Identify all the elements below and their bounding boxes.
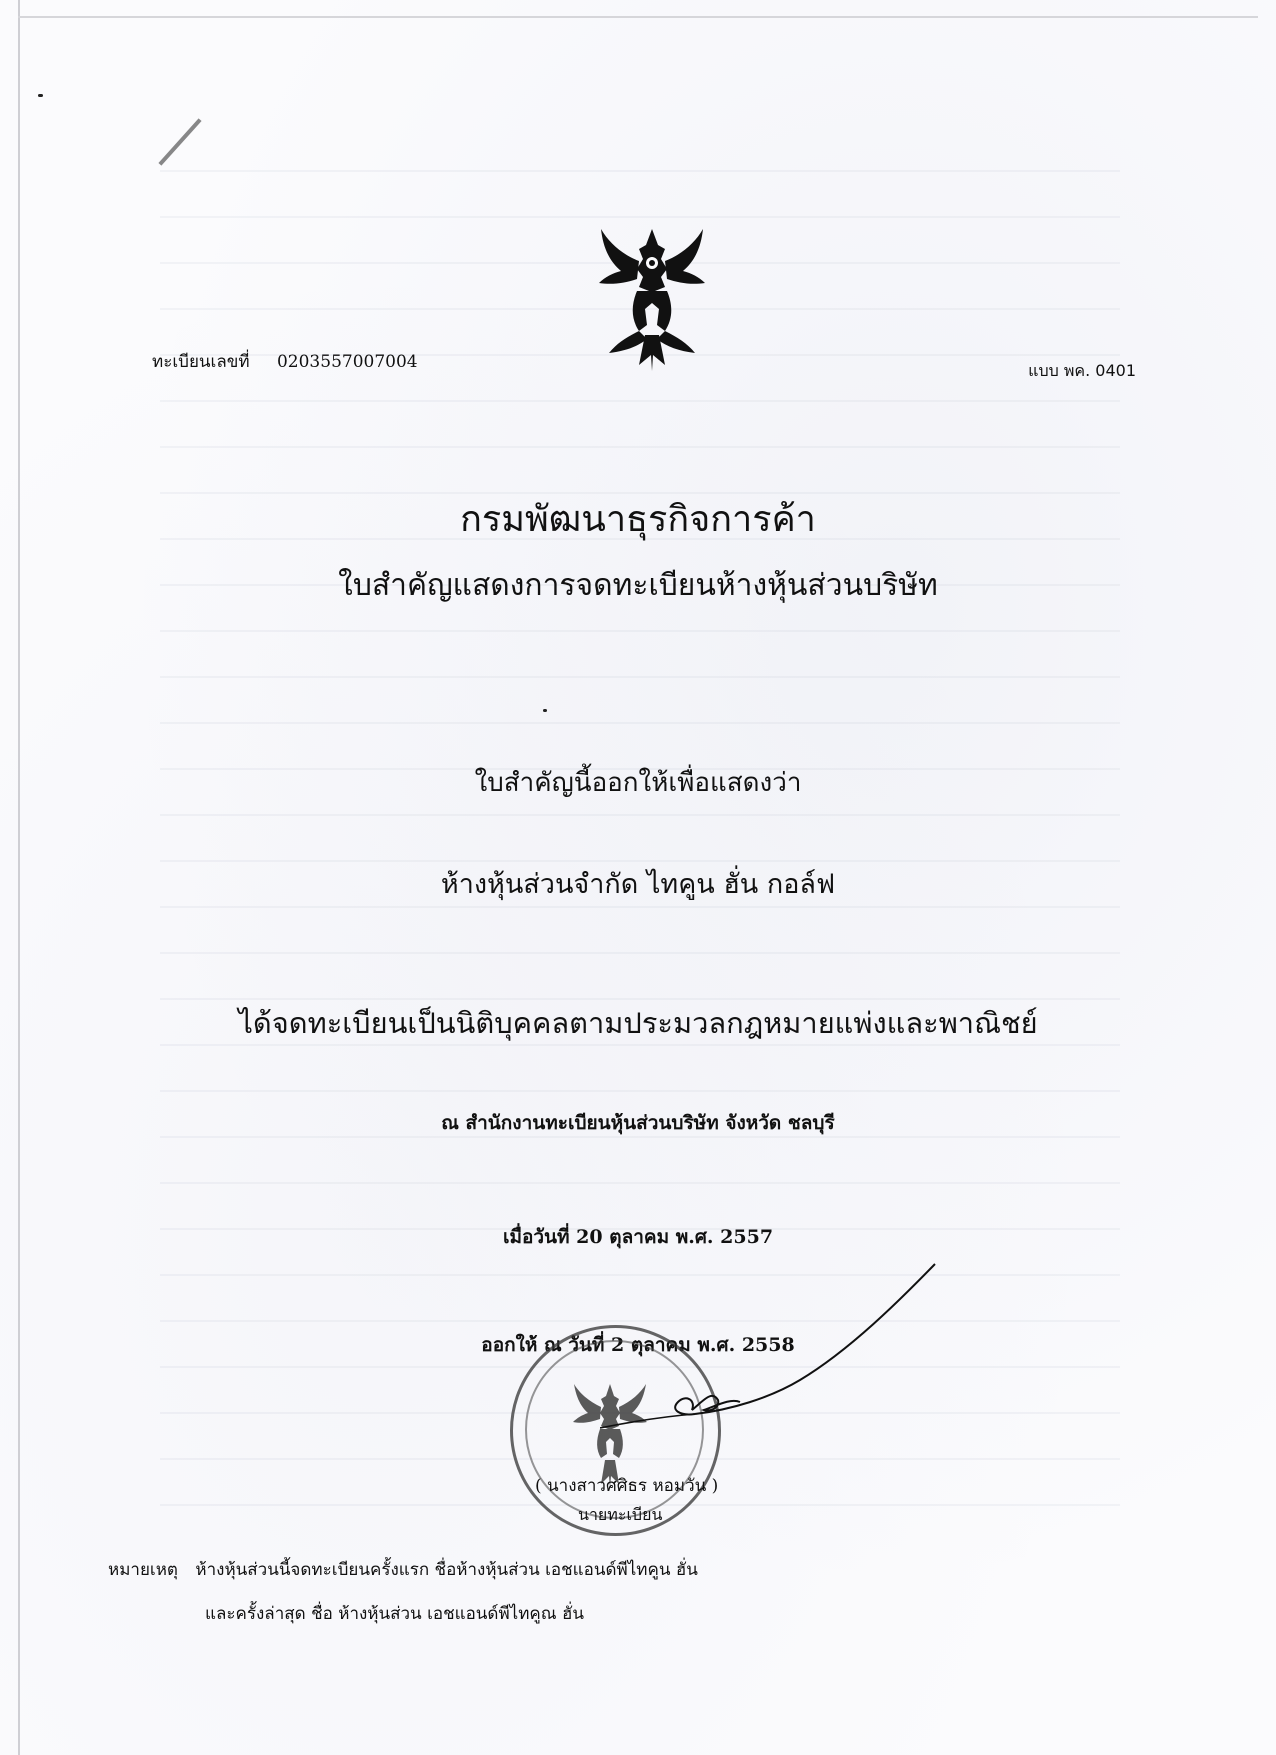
scan-speck [543,709,547,712]
form-code: แบบ พค. 0401 [1028,361,1136,380]
registration-office: ณ สำนักงานทะเบียนหุ้นส่วนบริษัท จังหวัด ชลบุรี [441,1112,835,1134]
note-label: หมายเหตุ [108,1560,178,1580]
scan-edge-top [18,16,1258,18]
registration-label: ทะเบียนเลขที่ [152,352,250,372]
garuda-emblem-icon [595,225,710,375]
issued-to-intro: ใบสำคัญนี้ออกให้เพื่อแสดงว่า [474,768,802,798]
registration-number: 0203557007004 [276,352,418,372]
scan-speck [38,94,43,97]
signer-name: ( นางสาวศศิธร หอมวัน ) [535,1476,719,1496]
registration-statement: ได้จดทะเบียนเป็นนิติบุคคลตามประมวลกฎหมายแพ่งและพาณิชย์ [238,1006,1038,1040]
scan-scratch-mark [158,118,201,165]
note-line-1 [108,1556,698,1583]
registration-number-line [152,348,418,375]
note-line-2: และครั้งล่าสุด ชื่อ ห้างหุ้นส่วน เอชแอนด์พีไทคูณ ฮั่น [205,1604,584,1624]
handwritten-signature [600,1260,940,1430]
company-name: ห้างหุ้นส่วนจำกัด ไทคูน ฮั่น กอล์ฟ [440,869,836,900]
issue-date: ออกให้ ณ วันที่ 2 ตุลาคม พ.ศ. 2558 [481,1334,795,1356]
department-title: กรมพัฒนาธุรกิจการค้า [460,499,816,540]
note-text-1: ห้างหุ้นส่วนนี้จดทะเบียนครั้งแรก ชื่อห้างหุ้นส่วน เอชแอนด์พีไทคูน ฮั่น [195,1560,698,1580]
signer-title: นายทะเบียน [578,1505,663,1524]
certificate-title: ใบสำคัญแสดงการจดทะเบียนห้างหุ้นส่วนบริษัท [338,568,938,603]
registration-date: เมื่อวันที่ 20 ตุลาคม พ.ศ. 2557 [502,1226,774,1248]
